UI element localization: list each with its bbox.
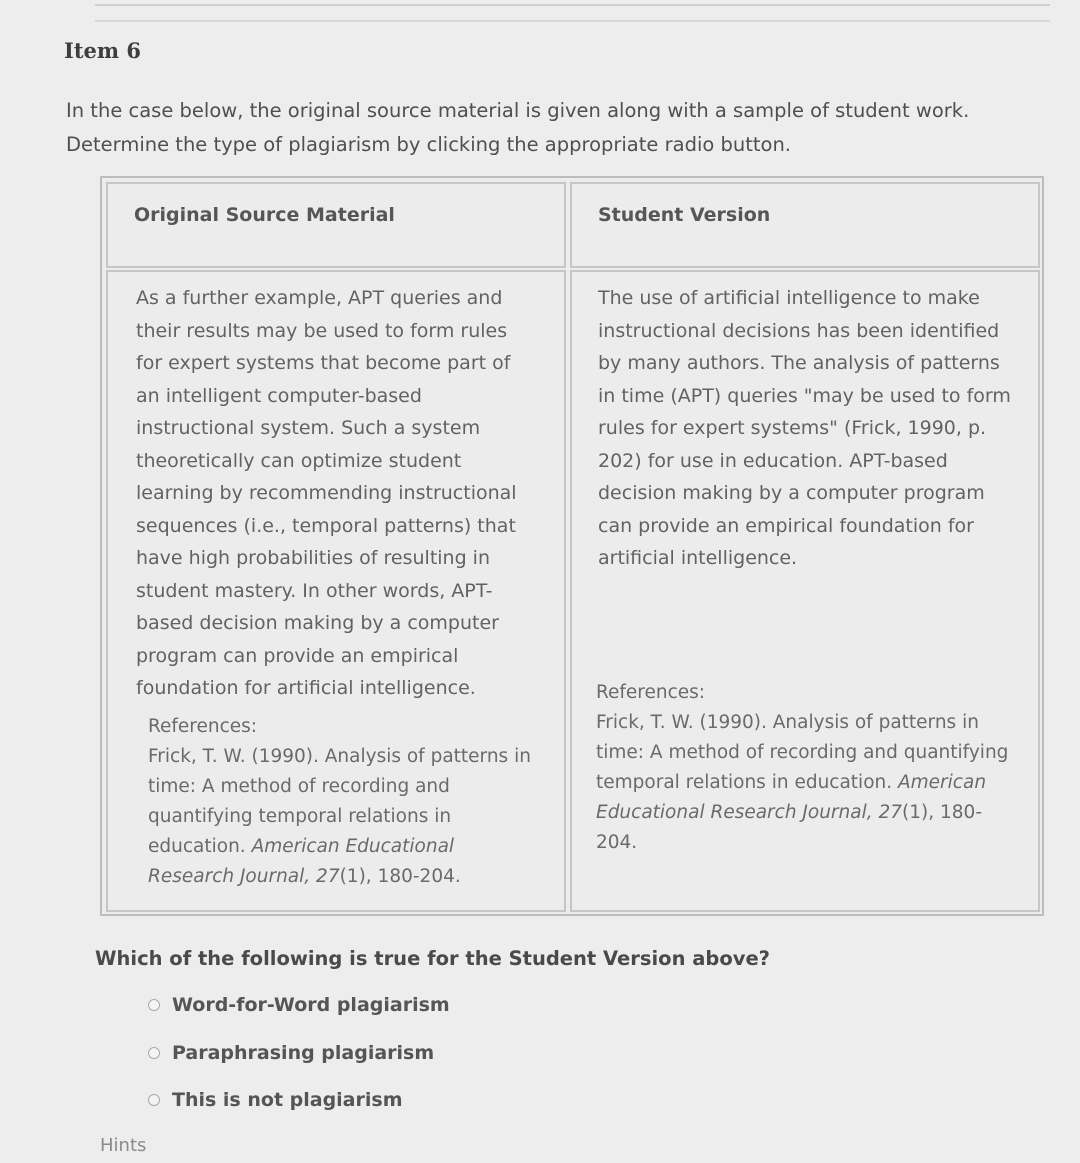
original-source-text: As a further example, APT queries and their results may be used to form rules for expert systems that become part of an intelligent computer-based instructional system. Such a system theoretically can optimize student learning by recommending instructional sequences (i.e., temporal patterns) that have high probabilities of resulting in student mastery. In other words, APT-based decision making by a computer program can provide an empirical foundation for artificial intelligence. [136,287,517,699]
option-label[interactable]: Word-for-Word plagiarism [172,994,450,1016]
original-source-header: Original Source Material [134,204,395,226]
top-divider [95,4,1050,22]
student-version-cell [570,270,1040,912]
references-label: References: [596,682,706,703]
original-references [148,712,538,892]
radio-button[interactable] [148,1094,160,1106]
case-table [100,176,1044,916]
reference-citation: Frick, T. W. (1990). Analysis of patterns in time: A method of recording and quantifying temporal relations in education. American Educational Research Journal, 27(1), 180-204. [148,746,531,887]
reference-citation: Frick, T. W. (1990). Analysis of patterns in time: A method of recording and quantifying temporal relations in education. American Educational Research Journal, 27(1), 180-204. [596,712,1009,853]
student-version-header: Student Version [598,204,771,226]
option-label[interactable]: Paraphrasing plagiarism [172,1042,435,1064]
student-header-cell [570,182,1040,268]
item-title: Item 6 [64,38,142,63]
instructions [66,94,1046,162]
instructions-line-2: Determine the type of plagiarism by clicking the appropriate radio button. [66,133,792,156]
instructions-line-1: In the case below, the original source material is given along with a sample of student work. [66,99,970,122]
question-prompt: Which of the following is true for the Student Version above? [95,947,770,970]
option-paraphrasing[interactable] [148,1042,434,1064]
option-label[interactable]: This is not plagiarism [172,1089,403,1111]
original-header-cell [106,182,566,268]
radio-button[interactable] [148,1047,160,1059]
hints-link[interactable]: Hints [100,1135,147,1156]
student-references [596,678,1016,858]
radio-button[interactable] [148,999,160,1011]
option-not-plagiarism[interactable] [148,1089,403,1111]
references-label: References: [148,716,258,737]
student-version-text: The use of artificial intelligence to make instructional decisions has been identified by many authors. The analysis of patterns in time (APT) queries "may be used to form rules for expert systems" (Frick, 1990, p. 202) for use in education. APT-based decision making by a computer program can provide an empirical foundation for artificial intelligence. [598,287,1011,569]
original-source-cell [106,270,566,912]
option-word-for-word[interactable] [148,994,450,1016]
